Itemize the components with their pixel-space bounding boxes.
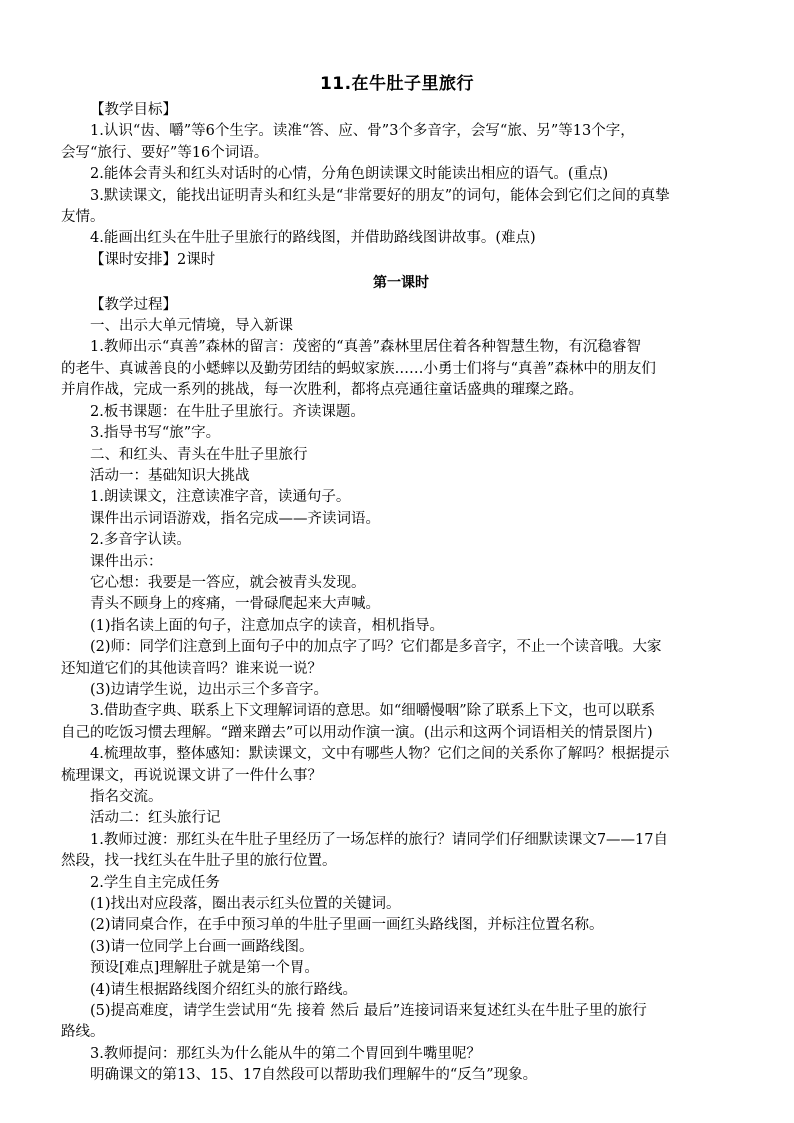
text-line: 二、和红头、青头在牛肚子里旅行	[90, 446, 308, 463]
text-line: 指名交流。	[90, 789, 163, 805]
text-line: 课件出示：	[90, 553, 163, 570]
text-line: 3.借助查字典、联系上下文理解词语的意思。如“细嚼慢咽”除了联系上下文，也可以联系	[90, 703, 656, 720]
text-line: 并肩作战，完成一系列的挑战，每一次胜利，都将点亮通往童话盛典的璀璨之路。	[61, 382, 583, 399]
text-line: 3.指导书写“旅”字。	[90, 425, 221, 442]
text-line: 4.能画出红头在牛肚子里旅行的路线图，并借助路线图讲故事。(难点)	[90, 230, 536, 247]
text-line: (1)找出对应段落，圈出表示红头位置的关键词。	[90, 896, 401, 913]
text-line: 还知道它们的其他读音吗？谁来说一说？	[61, 660, 322, 677]
text-line: 友情。	[61, 209, 105, 226]
document-body	[61, 100, 741, 1087]
text-line: (3)请一位同学上台画一画路线图。	[90, 938, 314, 955]
text-line: 1.教师出示“真善”森林的留言：茂密的“真善”森林里居住着各种智慧生物，有沉稳睿智	[90, 339, 641, 356]
text-line: 3.默读课文，能找出证明青头和红头是“非常要好的朋友”的词句，能体会到它们之间的真挚	[90, 187, 670, 204]
section-heading: 第一课时	[373, 275, 429, 292]
text-line: 自己的吃饭习惯去理解。“蹭来蹭去”可以用动作演一演。(出示和这两个词语相关的情景图片)	[61, 724, 653, 741]
text-line: 课件出示词语游戏，指名完成——齐读词语。	[90, 510, 380, 527]
text-line: 1.教师过渡：那红头在牛肚子里经历了一场怎样的旅行？请同学们仔细默读课文7——17自	[90, 831, 669, 848]
text-line: 梳理课文，再说说课文讲了一件什么事？	[61, 767, 322, 784]
text-line: 1.认识“齿、嚼”等6个生字。读准“答、应、骨”3个多音字，会写“旅、另”等13个字，	[90, 123, 635, 140]
text-line: 2.多音字认读。	[90, 532, 191, 549]
text-line: (2)请同桌合作，在手中预习单的牛肚子里画一画红头路线图，并标注位置名称。	[90, 917, 604, 934]
text-line: 3.教师提问：那红头为什么能从牛的第二个胃回到牛嘴里呢？	[90, 1045, 481, 1062]
text-line: 的老牛、真诚善良的小蟋蟀以及勤劳团结的蚂蚁家族……小勇士们将与“真善”森林中的朋友们	[61, 360, 656, 377]
text-line: 明确课文的第13、15、17自然段可以帮助我们理解牛的“反刍”现象。	[90, 1067, 538, 1084]
text-line: 一、出示大单元情境，导入新课	[90, 318, 293, 335]
text-line: 2.板书课题：在牛肚子里旅行。齐读课题。	[90, 403, 365, 420]
text-line: (3)边请学生说，边出示三个多音字。	[90, 681, 329, 698]
page-title: 11.在牛肚子里旅行	[319, 74, 475, 94]
text-line: 【教学过程】	[90, 296, 177, 313]
text-line: 2.学生自主完成任务	[90, 874, 220, 891]
text-line: 【课时安排】2课时	[90, 251, 216, 268]
text-line: (4)请生根据路线图介绍红头的旅行路线。	[90, 981, 358, 998]
text-line: 2.能体会青头和红头对话时的心情，分角色朗读课文时能读出相应的语气。(重点)	[90, 166, 609, 183]
text-line: 1.朗读课文，注意读准字音，读通句子。	[90, 489, 351, 506]
text-line: 青头不顾身上的疼痛，一骨碌爬起来大声喊。	[90, 596, 380, 613]
text-line: 活动一：基础知识大挑战	[90, 467, 250, 484]
text-line: 活动二：红头旅行记	[90, 810, 221, 827]
text-line: 会写“旅行、要好”等16个词语。	[61, 144, 269, 161]
text-line: 4.梳理故事，整体感知：默读课文，文中有哪些人物？它们之间的关系你了解吗？根据提示	[90, 746, 670, 763]
text-line: 预设[难点]理解肚子就是第一个胃。	[90, 960, 319, 977]
text-line: 【教学目标】	[90, 102, 177, 118]
text-line: (2)师：同学们注意到上面句子中的加点字了吗？它们都是多音字，不止一个读音哦。大家	[90, 639, 662, 656]
text-line: 然段，找一找红头在牛肚子里的旅行位置。	[61, 853, 337, 870]
text-line: 路线。	[61, 1024, 105, 1041]
text-line: (5)提高难度，请学生尝试用“先 接着 然后 最后”连接词语来复述红头在牛肚子里的旅行	[90, 1003, 647, 1020]
text-line: (1)指名读上面的句子，注意加点字的读音，相机指导。	[90, 617, 445, 634]
text-line: 它心想：我要是一答应，就会被青头发现。	[90, 574, 366, 591]
